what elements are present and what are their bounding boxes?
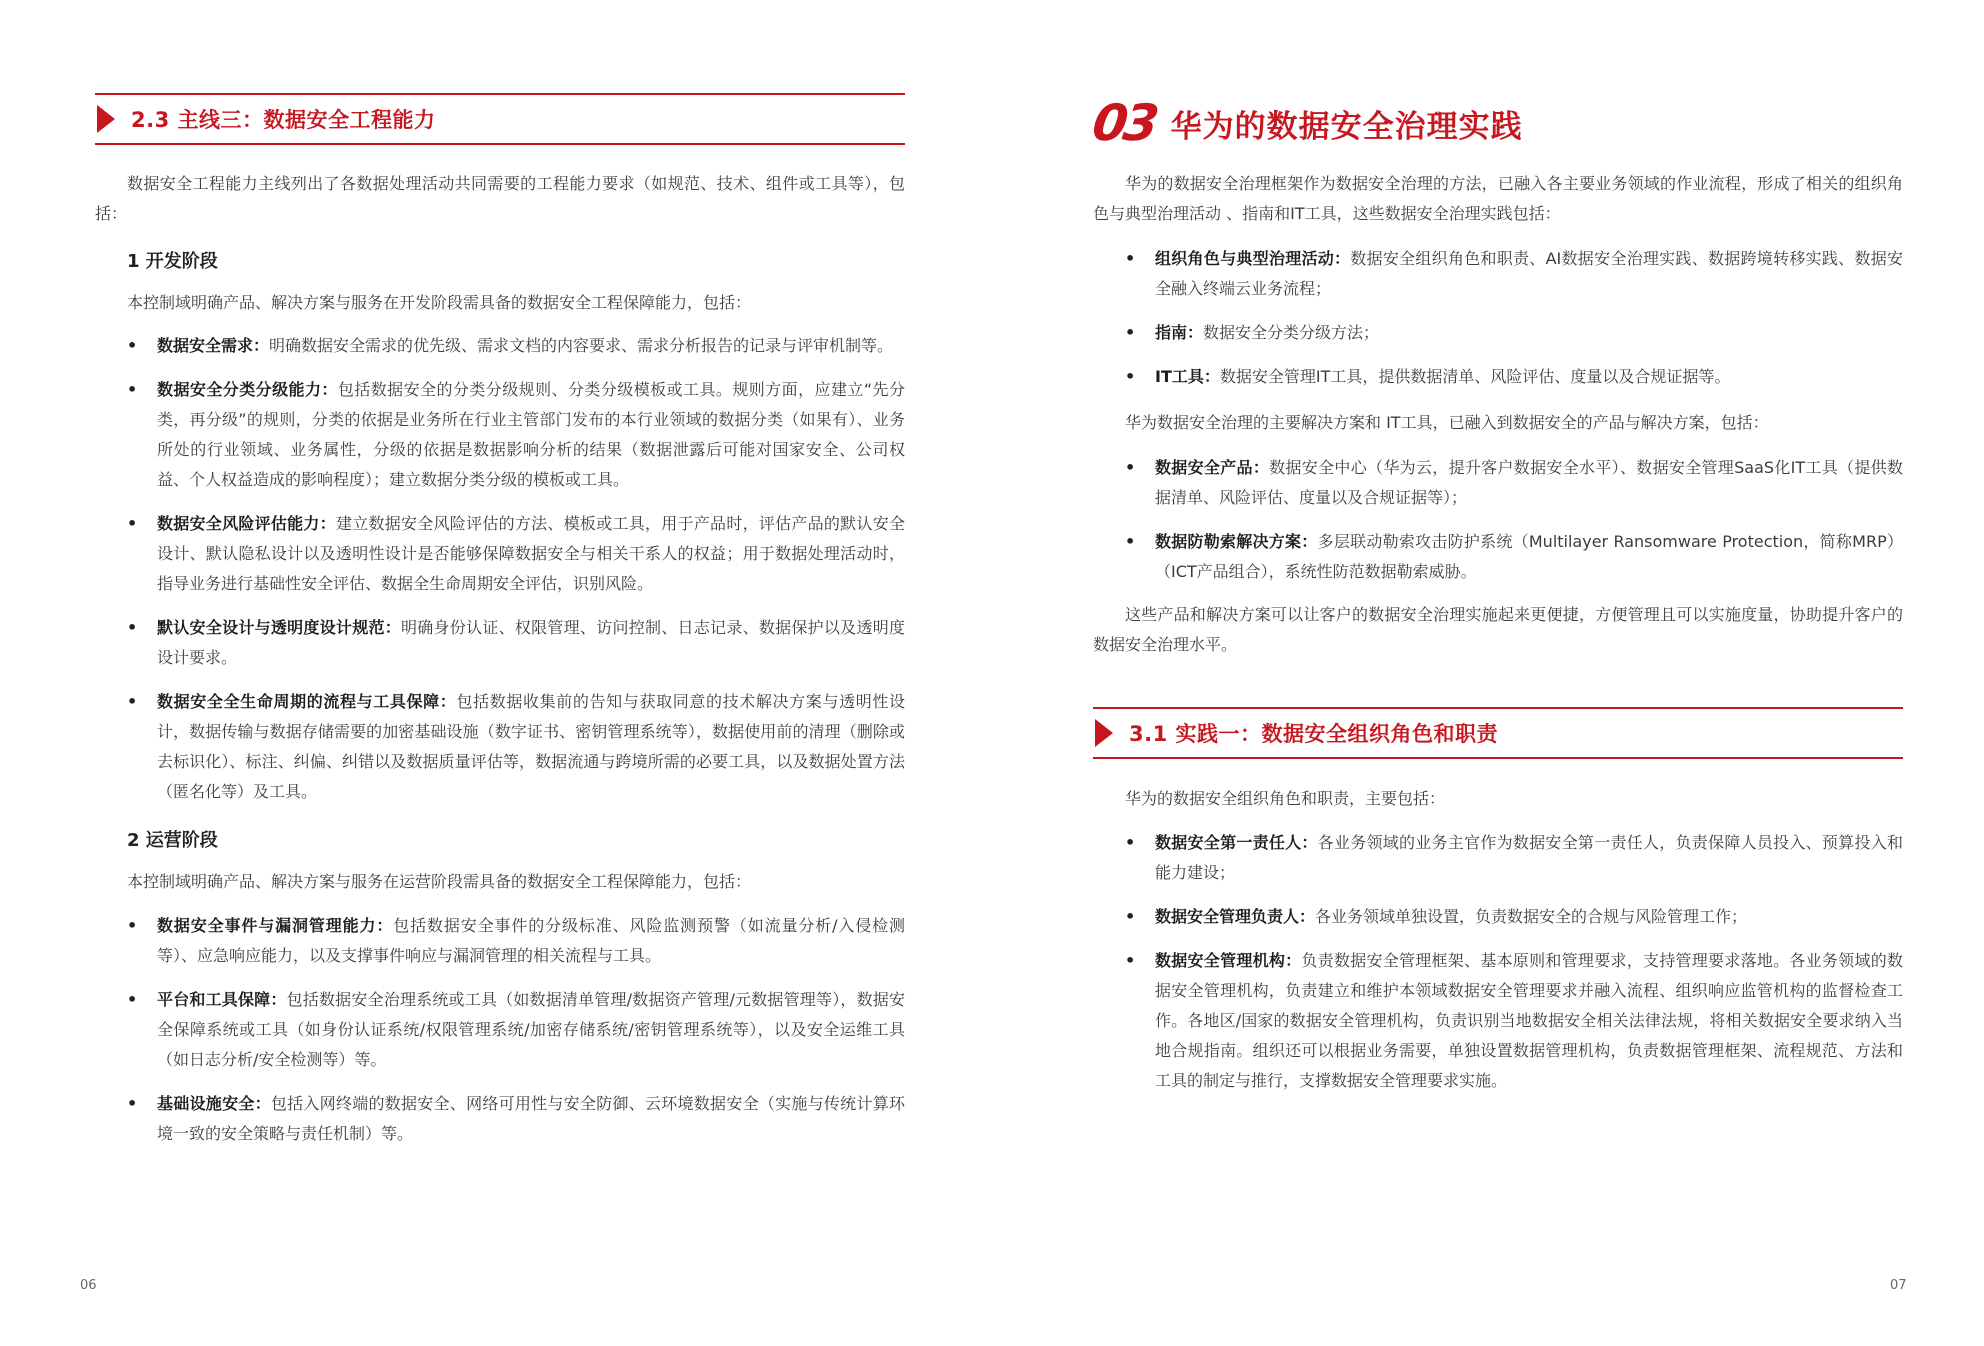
item-text: 负责数据安全管理框架、基本原则和管理要求，支持管理要求落地。各业务领域的数据安全管理机构，负责建立和维护本领域数据安全管理要求并融入流程、组织响应监管机构的监督检查工作。各地区/国家的数据安全管理机构，负责识别当地数据安全相关法律法规，将相关数据安全要求纳入当地合规指南。组织还可以根据业务需要，单独设置数据管理机构，负责数据管理框架、流程规范、方法和工具的制定与推行，支撑数据安全管理要求实施。 — [1155, 951, 1903, 1090]
bullet-icon: • — [1125, 951, 1136, 970]
item-term: 数据防勒索解决方案： — [1155, 532, 1318, 551]
list-item — [95, 911, 905, 971]
list-item — [1093, 828, 1903, 888]
stage-intro-development: 本控制域明确产品、解决方案与服务在开发阶段需具备的数据安全工程保障能力，包括： — [127, 293, 752, 312]
item-term: 数据安全事件与漏洞管理能力： — [157, 916, 394, 935]
list-item — [95, 687, 905, 807]
list-item — [1093, 527, 1903, 587]
bullet-icon: • — [127, 916, 138, 935]
section-title: 3.1 实践一：数据安全组织角色和职责 — [1129, 722, 1499, 746]
operation-list — [95, 911, 905, 1149]
triangle-arrow-icon — [1095, 719, 1113, 747]
bullet-icon: • — [127, 990, 138, 1009]
bullet-icon: • — [127, 336, 138, 355]
section-header-3-1 — [1093, 707, 1903, 759]
practice-list — [1093, 244, 1903, 392]
list-item — [1093, 902, 1903, 932]
item-term: 默认安全设计与透明度设计规范： — [157, 618, 401, 637]
item-text: 明确身份认证、权限管理、访问控制、日志记录、数据保护以及透明度设计要求。 — [157, 618, 905, 667]
right-page — [1088, 0, 1907, 1346]
item-term: 数据安全第一责任人： — [1155, 833, 1318, 852]
development-list — [95, 331, 905, 807]
bullet-icon: • — [1125, 458, 1136, 477]
item-term: 基础设施安全： — [157, 1094, 271, 1113]
triangle-arrow-icon — [97, 105, 115, 133]
chapter-number: 03 — [1088, 94, 1159, 152]
list-item — [95, 375, 905, 495]
item-term: 指南： — [1155, 323, 1204, 342]
bullet-icon: • — [1125, 532, 1136, 551]
bullet-icon: • — [127, 618, 138, 637]
bullet-icon: • — [1125, 323, 1136, 342]
list-item — [95, 509, 905, 599]
item-term: 数据安全需求： — [157, 336, 270, 355]
list-item — [95, 331, 905, 361]
solutions-list — [1093, 453, 1903, 587]
list-item — [1093, 244, 1903, 304]
list-item — [95, 985, 905, 1075]
bullet-icon: • — [1125, 833, 1136, 852]
list-item — [1093, 946, 1903, 1096]
item-term: 数据安全分类分级能力： — [157, 380, 338, 399]
bullet-icon: • — [127, 692, 138, 711]
bullet-icon: • — [1125, 367, 1136, 386]
item-text: 数据安全管理IT工具，提供数据清单、风险评估、度量以及合规证据等。 — [1219, 367, 1731, 386]
item-text: 各业务领域的业务主官作为数据安全第一责任人，负责保障人员投入、预算投入和能力建设； — [1155, 833, 1903, 882]
item-text: 数据安全分类分级方法； — [1203, 323, 1380, 342]
bullet-icon: • — [1125, 249, 1136, 268]
item-text: 建立数据安全风险评估的方法、模板或工具，用于产品时，评估产品的默认安全设计、默认隐私设计以及透明性设计是否能够保障数据安全与相关干系人的权益；用于数据处理活动时，指导业务进行基础性安全评估、数据全生命周期安全评估，识别风险。 — [157, 514, 905, 593]
chapter-title: 华为的数据安全治理实践 — [1170, 108, 1523, 145]
bullet-icon: • — [127, 514, 138, 533]
bullet-icon: • — [127, 380, 138, 399]
item-text: 包括数据安全治理系统或工具（如数据清单管理/数据资产管理/元数据管理等），数据安全保障系统或工具（如身份认证系统/权限管理系统/加密存储系统/密钥管理系统等），以及安全运维工具（如日志分析/安全检测等）等。 — [157, 990, 905, 1069]
item-text: 包括数据安全事件的分级标准、风险监测预警（如流量分析/入侵检测等）、应急响应能力，以及支撑事件响应与漏洞管理的相关流程与工具。 — [157, 916, 905, 965]
item-term: IT工具： — [1155, 367, 1220, 386]
item-term: 数据安全管理负责人： — [1155, 907, 1316, 926]
item-term: 组织角色与典型治理活动： — [1155, 249, 1351, 268]
page-number: 07 — [1890, 1278, 1907, 1293]
stage-heading-operation: 2 运营阶段 — [127, 830, 218, 851]
page-number: 06 — [80, 1278, 97, 1293]
roles-list — [1093, 828, 1903, 1096]
list-item — [1093, 318, 1903, 348]
bullet-icon: • — [127, 1094, 138, 1113]
closing-paragraph: 这些产品和解决方案可以让客户的数据安全治理实施起来更便捷，方便管理且可以实施度量，协助提升客户的数据安全治理水平。 — [1093, 605, 1903, 654]
bullet-icon: • — [1125, 907, 1136, 926]
item-term: 数据安全风险评估能力： — [157, 514, 336, 533]
item-text: 包括入网终端的数据安全、网络可用性与安全防御、云环境数据安全（实施与传统计算环境一致的安全策略与责任机制）等。 — [157, 1094, 905, 1143]
solutions-intro: 华为数据安全治理的主要解决方案和 IT工具，已融入到数据安全的产品与解决方案，包括： — [1125, 413, 1769, 432]
item-term: 平台和工具保障： — [157, 990, 287, 1009]
item-text: 数据安全中心（华为云，提升客户数据安全水平）、数据安全管理SaaS化IT工具（提供数据清单、风险评估、度量以及合规证据等）； — [1155, 458, 1903, 507]
list-item — [95, 1089, 905, 1149]
stage-heading-development: 1 开发阶段 — [127, 251, 218, 272]
item-text: 多层联动勒索攻击防护系统（Multilayer Ransomware Protection，简称MRP）（ICT产品组合），系统性防范数据勒索威胁。 — [1155, 532, 1903, 581]
stage-intro-operation: 本控制域明确产品、解决方案与服务在运营阶段需具备的数据安全工程保障能力，包括： — [127, 872, 752, 891]
list-item — [1093, 453, 1903, 513]
item-term: 数据安全全生命周期的流程与工具保障： — [157, 692, 457, 711]
section-intro: 华为的数据安全组织角色和职责，主要包括： — [1125, 789, 1446, 808]
item-text: 包括数据收集前的告知与获取同意的技术解决方案与透明性设计，数据传输与数据存储需要的加密基础设施（数字证书、密钥管理系统等），数据使用前的清理（删除或去标识化）、标注、纠偏、纠错以及数据质量评估等，数据流通与跨境所需的必要工具，以及数据处置方法（匿名化等）及工具。 — [157, 692, 905, 801]
item-term: 数据安全管理机构： — [1155, 951, 1302, 970]
item-text: 各业务领域单独设置，负责数据安全的合规与风险管理工作； — [1315, 907, 1748, 926]
left-page — [80, 0, 905, 1346]
chapter-intro: 华为的数据安全治理框架作为数据安全治理的方法，已融入各主要业务领域的作业流程，形成了相关的组织角色与典型治理活动 、指南和IT工具，这些数据安全治理实践包括： — [1093, 174, 1903, 223]
item-text: 明确数据安全需求的优先级、需求文档的内容要求、需求分析报告的记录与评审机制等。 — [269, 336, 894, 355]
chapter-heading — [1088, 93, 1523, 153]
section-header-2-3 — [95, 93, 905, 145]
section-intro: 数据安全工程能力主线列出了各数据处理活动共同需要的工程能力要求（如规范、技术、组件或工具等），包括： — [95, 174, 905, 223]
item-text: 包括数据安全的分类分级规则、分类分级模板或工具。规则方面，应建立“先分类，再分级”的规则，分类的依据是业务所在行业主管部门发布的本行业领域的数据分类（如果有）、业务所处的行业领域、业务属性，分级的依据是数据影响分析的结果（数据泄露后可能对国家安全、公司权益、个人权益造成的影响程度）；建立数据分类分级的模板或工具。 — [157, 380, 905, 489]
list-item — [95, 613, 905, 673]
section-title: 2.3 主线三：数据安全工程能力 — [131, 108, 436, 132]
item-text: 数据安全组织角色和职责、AI数据安全治理实践、数据跨境转移实践、数据安全融入终端云业务流程； — [1155, 249, 1903, 298]
item-term: 数据安全产品： — [1155, 458, 1270, 477]
list-item — [1093, 362, 1903, 392]
